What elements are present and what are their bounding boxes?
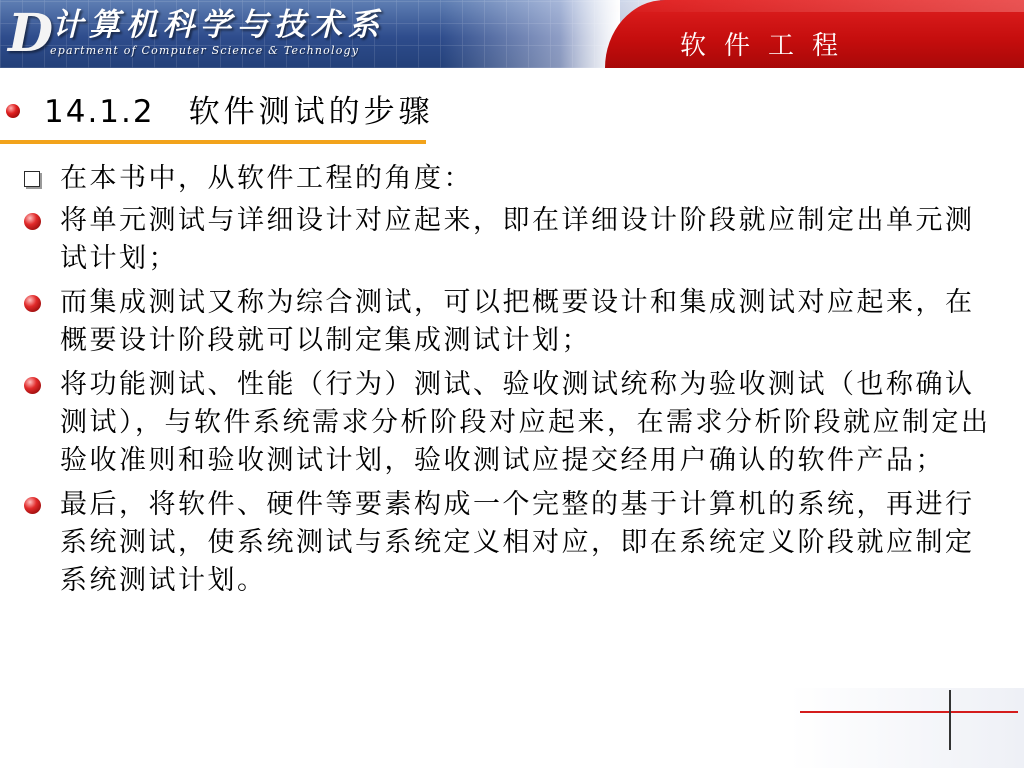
title-bullet-icon	[6, 104, 20, 118]
corner-horizontal-line	[800, 711, 1018, 713]
red-ball-bullet-icon	[24, 377, 41, 394]
list-item-text: 而集成测试又称为综合测试，可以把概要设计和集成测试对应起来，在概要设计阶段就可以制定集成测试计划；	[60, 287, 975, 356]
corner-vertical-line	[949, 690, 951, 750]
list-item	[20, 486, 1000, 600]
department-name-en: epartment of Computer Science & Technology	[50, 44, 360, 57]
section-number: 14.1.2	[44, 94, 155, 130]
slide-content	[20, 160, 1000, 606]
list-item	[20, 366, 1000, 480]
list-item	[20, 202, 1000, 278]
header-red-highlight	[605, 0, 1024, 12]
list-item	[20, 284, 1000, 360]
red-ball-bullet-icon	[24, 295, 41, 312]
red-ball-bullet-icon	[24, 497, 41, 514]
slide-title	[44, 92, 434, 132]
list-item-text: 将单元测试与详细设计对应起来，即在详细设计阶段就应制定出单元测试计划；	[60, 205, 975, 274]
course-name: 软件工程	[680, 31, 857, 61]
list-item-text: 最后，将软件、硬件等要素构成一个完整的基于计算机的系统，再进行系统测试，使系统测试与系统定义相对应，即在系统定义阶段就应制定系统测试计划。	[60, 489, 975, 596]
checkbox-bullet-icon	[24, 171, 40, 187]
red-ball-bullet-icon	[24, 213, 41, 230]
section-title: 软件测试的步骤	[188, 94, 434, 130]
title-underline	[0, 140, 426, 144]
intro-text: 在本书中，从软件工程的角度：	[60, 163, 473, 194]
department-name-cn: 计算机科学与技术系	[52, 7, 385, 43]
department-logo-letter: D	[8, 3, 54, 64]
header-banner	[0, 0, 1024, 68]
intro-line	[20, 160, 1000, 198]
corner-fade	[790, 688, 1024, 768]
list-item-text: 将功能测试、性能（行为）测试、验收测试统称为验收测试（也称确认测试），与软件系统需求分析阶段对应起来，在需求分析阶段就应制定出验收准则和验收测试计划，验收测试应提交经用户确认的软件产品；	[60, 369, 991, 476]
